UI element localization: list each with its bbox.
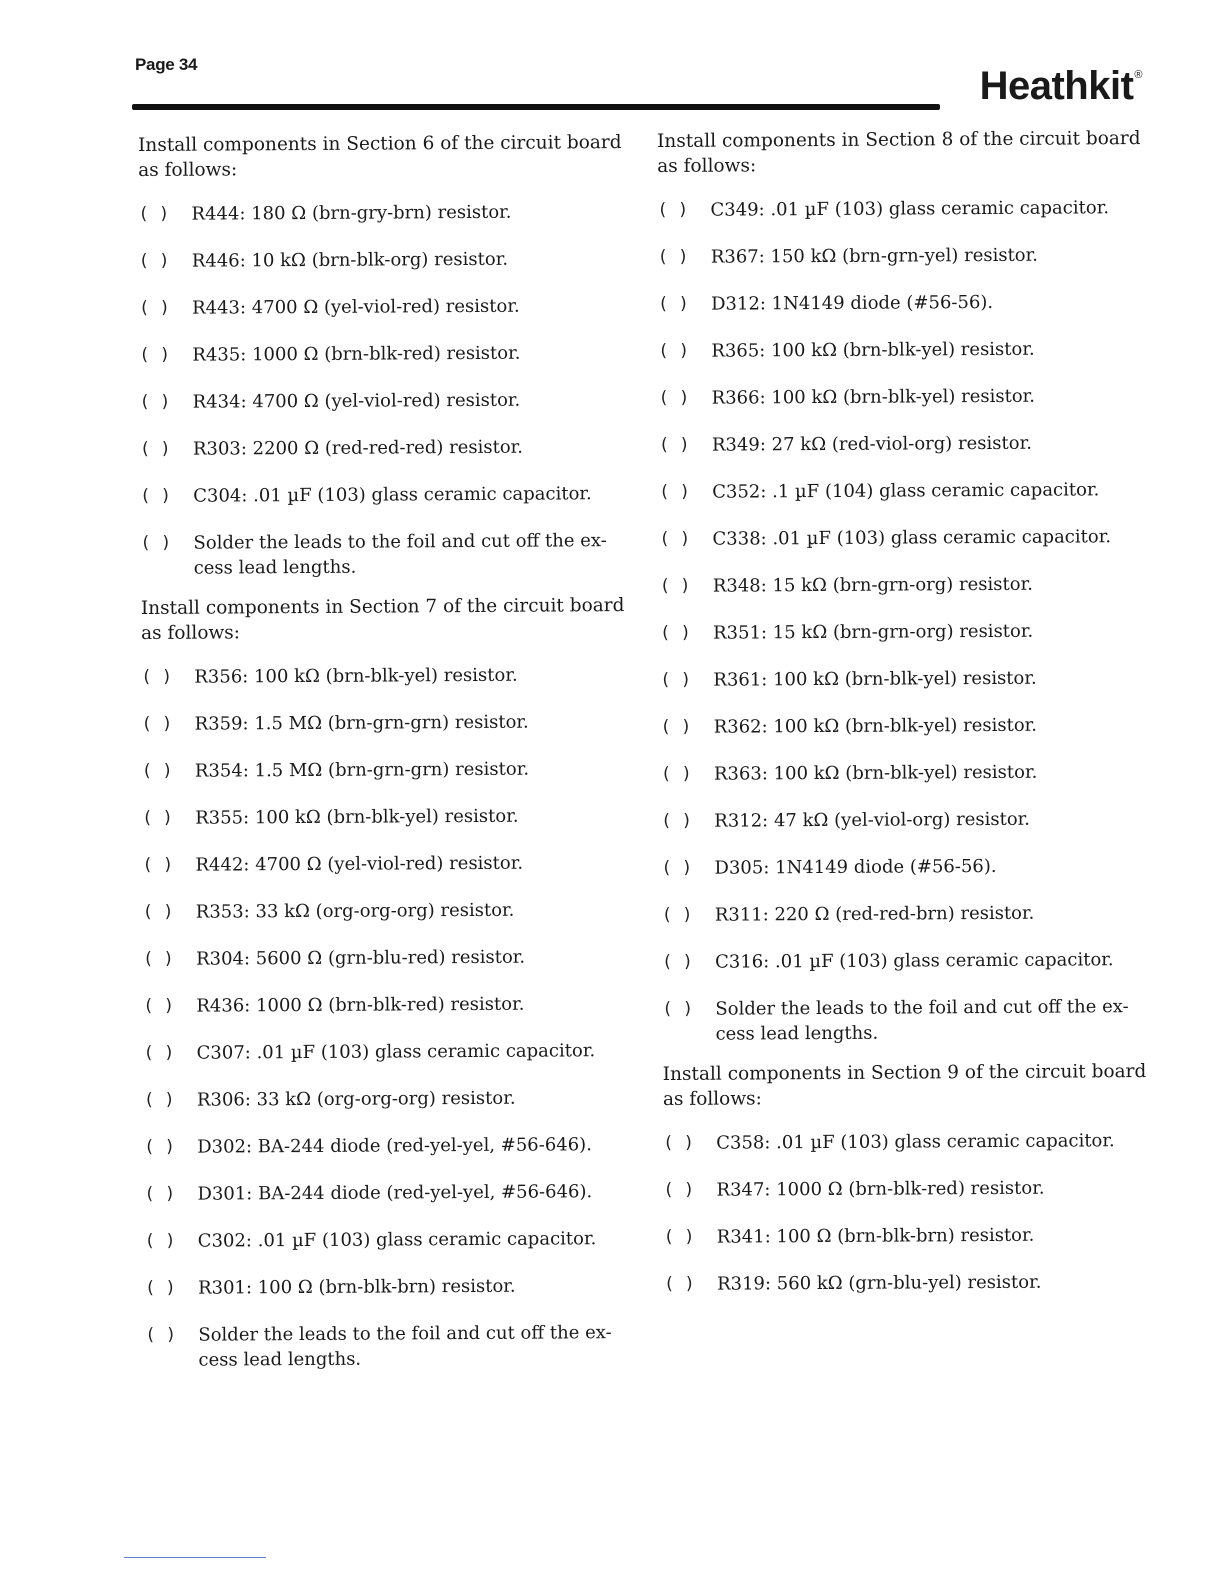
item-text: R365: 100 kΩ (brn-blk-yel) resistor. (711, 338, 1035, 362)
footer-rule (124, 1557, 266, 1558)
item-text: R311: 220 Ω (red-red-brn) resistor. (714, 902, 1035, 926)
item-text: R366: 100 kΩ (brn-blk-yel) resistor. (711, 385, 1036, 409)
checkbox[interactable]: ( ) (657, 246, 689, 267)
section-6-intro: Install components in Section 6 of the circuit board as follows: (138, 132, 622, 181)
section-8-intro: Install components in Section 8 of the circuit board as follows: (657, 128, 1141, 177)
checkbox[interactable]: ( ) (659, 575, 691, 596)
checklist-item (658, 242, 1148, 270)
checklist-item (661, 806, 1151, 834)
item-text: D312: 1N4149 diode (#56-56). (711, 291, 994, 315)
checkbox[interactable]: ( ) (139, 297, 170, 318)
checkbox[interactable]: ( ) (139, 438, 171, 459)
item-text: R436: 1000 Ω (brn-blk-red) resistor. (196, 993, 525, 1017)
checkbox[interactable]: ( ) (658, 434, 690, 455)
item-text: D305: 1N4149 diode (#56-56). (714, 855, 997, 879)
item-text: C307: .01 µF (103) glass ceramic capacitor. (196, 1040, 596, 1064)
checklist-item (661, 759, 1151, 787)
checkbox[interactable]: ( ) (144, 1230, 176, 1251)
checklist-item (140, 434, 630, 462)
checkbox[interactable]: ( ) (138, 250, 170, 271)
left-column (138, 130, 636, 1395)
checklist-item (140, 481, 630, 509)
checklist-item (142, 803, 632, 831)
checklist-item (659, 524, 1149, 552)
brand-name: Heathkit (979, 64, 1134, 108)
checkbox[interactable]: ( ) (142, 807, 173, 828)
item-text: C302: .01 µF (103) glass ceramic capacitor. (197, 1228, 597, 1252)
checklist-item (144, 1179, 634, 1207)
checklist-item (664, 1222, 1154, 1250)
item-text: R434: 4700 Ω (yel-viol-red) resistor. (192, 389, 521, 413)
checklist-item-solder (140, 528, 630, 581)
item-text: R444: 180 Ω (brn-gry-brn) resistor. (191, 201, 512, 225)
item-text: R362: 100 kΩ (brn-blk-yel) resistor. (713, 714, 1038, 738)
checklist-item (141, 662, 631, 690)
checkbox[interactable]: ( ) (144, 1277, 176, 1298)
item-text: C316: .01 µF (103) glass ceramic capacitor. (715, 949, 1114, 973)
checkbox[interactable]: ( ) (140, 485, 171, 506)
checklist-item (145, 1273, 635, 1301)
checklist-item (658, 289, 1148, 317)
checklist-item (663, 1175, 1153, 1203)
header-rule (132, 104, 940, 110)
checklist-item (142, 709, 632, 737)
checkbox[interactable]: ( ) (660, 763, 692, 784)
checklist-item-solder (662, 994, 1152, 1047)
registered-mark: ® (1134, 69, 1142, 81)
item-text: D301: BA-244 diode (red-yel-yel, #56-646). (197, 1181, 593, 1205)
checklist-item (144, 1038, 634, 1066)
checklist-item-solder (145, 1320, 635, 1373)
section-9-intro: Install components in Section 9 of the circuit board as follows: (662, 1061, 1147, 1110)
item-text: R351: 15 kΩ (brn-grn-org) resistor. (713, 620, 1034, 644)
checklist-item (661, 712, 1151, 740)
checklist-item (660, 665, 1150, 693)
checkbox[interactable]: ( ) (140, 532, 172, 553)
item-text: R348: 15 kΩ (brn-grn-org) resistor. (712, 573, 1033, 597)
checklist-item (142, 850, 632, 878)
checkbox[interactable]: ( ) (659, 481, 690, 502)
section-7-intro: Install components in Section 7 of the circuit board as follows: (140, 595, 625, 644)
item-text: D302: BA-244 diode (red-yel-yel, #56-646). (197, 1134, 592, 1158)
checklist-item (142, 756, 632, 784)
checkbox[interactable]: ( ) (661, 904, 693, 925)
item-text: R354: 1.5 MΩ (brn-grn-grn) resistor. (194, 758, 530, 782)
checklist-item (661, 853, 1151, 881)
checklist-item (145, 1226, 635, 1254)
checkbox[interactable]: ( ) (143, 1042, 175, 1063)
item-text: Solder the leads to the foil and cut off the ex-cess lead lengths. (715, 996, 1129, 1045)
checklist-item (657, 195, 1147, 223)
checkbox[interactable]: ( ) (142, 948, 174, 969)
checkbox[interactable]: ( ) (657, 199, 689, 220)
checklist-item (138, 199, 628, 227)
item-text: R353: 33 kΩ (org-org-org) resistor. (195, 899, 515, 923)
item-text: R359: 1.5 MΩ (brn-grn-grn) resistor. (194, 711, 529, 735)
item-text: C358: .01 µF (103) glass ceramic capacitor. (716, 1130, 1115, 1154)
item-text: R303: 2200 Ω (red-red-red) resistor. (192, 436, 524, 460)
item-text: R349: 27 kΩ (red-viol-org) resistor. (711, 432, 1032, 456)
item-text: Solder the leads to the foil and cut off the ex-cess lead lengths. (198, 1322, 612, 1371)
item-text: R341: 100 Ω (brn-blk-brn) resistor. (716, 1224, 1035, 1248)
checkbox[interactable]: ( ) (658, 340, 690, 361)
item-text: R446: 10 kΩ (brn-blk-org) resistor. (191, 248, 509, 272)
checklist-item (139, 293, 629, 321)
checklist-item (664, 1269, 1154, 1297)
item-text: R356: 100 kΩ (brn-blk-yel) resistor. (194, 664, 518, 688)
checkbox[interactable]: ( ) (145, 1324, 177, 1345)
item-text: R301: 100 Ω (brn-blk-brn) resistor. (197, 1275, 516, 1299)
checklist-item (144, 1085, 634, 1113)
item-text: R443: 4700 Ω (yel-viol-red) resistor. (192, 295, 520, 319)
item-text: C338: .01 µF (103) glass ceramic capacitor. (712, 526, 1112, 550)
item-text: R363: 100 kΩ (brn-blk-yel) resistor. (713, 761, 1038, 785)
right-column (657, 126, 1154, 1319)
page-number: Page 34 (135, 55, 198, 74)
checklist-item (143, 991, 633, 1019)
checklist-item (663, 1128, 1153, 1156)
checklist-item (143, 897, 633, 925)
checkbox[interactable]: ( ) (663, 1273, 695, 1294)
checklist-item (658, 336, 1148, 364)
checkbox[interactable]: ( ) (660, 622, 691, 643)
checkbox[interactable]: ( ) (142, 901, 174, 922)
checkbox[interactable]: ( ) (661, 857, 693, 878)
checkbox[interactable]: ( ) (138, 203, 170, 224)
checklist-item (143, 944, 633, 972)
checkbox[interactable]: ( ) (661, 810, 693, 831)
item-text: R355: 100 kΩ (brn-blk-yel) resistor. (195, 805, 519, 829)
checkbox[interactable]: ( ) (144, 1136, 175, 1157)
item-text: R347: 1000 Ω (brn-blk-red) resistor. (716, 1177, 1045, 1201)
checkbox[interactable]: ( ) (144, 1183, 176, 1204)
item-text: C352: .1 µF (104) glass ceramic capacitor. (712, 479, 1100, 503)
checklist-item (144, 1132, 634, 1160)
checkbox[interactable]: ( ) (658, 293, 689, 314)
item-text: R306: 33 kΩ (org-org-org) resistor. (196, 1087, 516, 1111)
checklist-item (139, 340, 629, 368)
checkbox[interactable]: ( ) (663, 1132, 694, 1153)
checkbox[interactable]: ( ) (139, 391, 171, 412)
item-text: R435: 1000 Ω (brn-blk-red) resistor. (192, 342, 521, 366)
checklist-item (659, 477, 1149, 505)
checkbox[interactable]: ( ) (662, 998, 694, 1019)
item-text: R367: 150 kΩ (brn-grn-yel) resistor. (710, 244, 1039, 268)
checkbox[interactable]: ( ) (660, 716, 692, 737)
checkbox[interactable]: ( ) (141, 760, 173, 781)
item-text: R312: 47 kΩ (yel-viol-org) resistor. (714, 808, 1031, 832)
checklist-item (139, 246, 629, 274)
checklist-item (660, 571, 1150, 599)
checklist-item (660, 618, 1150, 646)
item-text: Solder the leads to the foil and cut off the ex-cess lead lengths. (193, 530, 607, 579)
checkbox[interactable]: ( ) (658, 387, 690, 408)
checkbox[interactable]: ( ) (663, 1226, 695, 1247)
checkbox[interactable]: ( ) (663, 1179, 695, 1200)
item-text: R361: 100 kΩ (brn-blk-yel) resistor. (713, 667, 1037, 691)
checkbox[interactable]: ( ) (660, 669, 692, 690)
brand-logo (980, 66, 1142, 106)
item-text: R442: 4700 Ω (yel-viol-red) resistor. (195, 852, 524, 876)
checkbox[interactable]: ( ) (143, 995, 175, 1016)
item-text: R304: 5600 Ω (grn-blu-red) resistor. (195, 946, 526, 970)
item-text: C304: .01 µF (103) glass ceramic capacitor. (193, 483, 592, 507)
checklist-item (659, 383, 1149, 411)
checkbox[interactable]: ( ) (142, 854, 174, 875)
checkbox[interactable]: ( ) (141, 666, 173, 687)
checkbox[interactable]: ( ) (659, 528, 691, 549)
checklist-item (140, 387, 630, 415)
checkbox[interactable]: ( ) (662, 951, 693, 972)
item-text: R319: 560 kΩ (grn-blu-yel) resistor. (716, 1271, 1042, 1295)
checkbox[interactable]: ( ) (143, 1089, 175, 1110)
checklist-item (662, 900, 1152, 928)
item-text: C349: .01 µF (103) glass ceramic capacitor. (710, 197, 1110, 221)
checkbox[interactable]: ( ) (141, 713, 173, 734)
checklist-item (659, 430, 1149, 458)
checkbox[interactable]: ( ) (139, 344, 171, 365)
checklist-item (662, 947, 1152, 975)
